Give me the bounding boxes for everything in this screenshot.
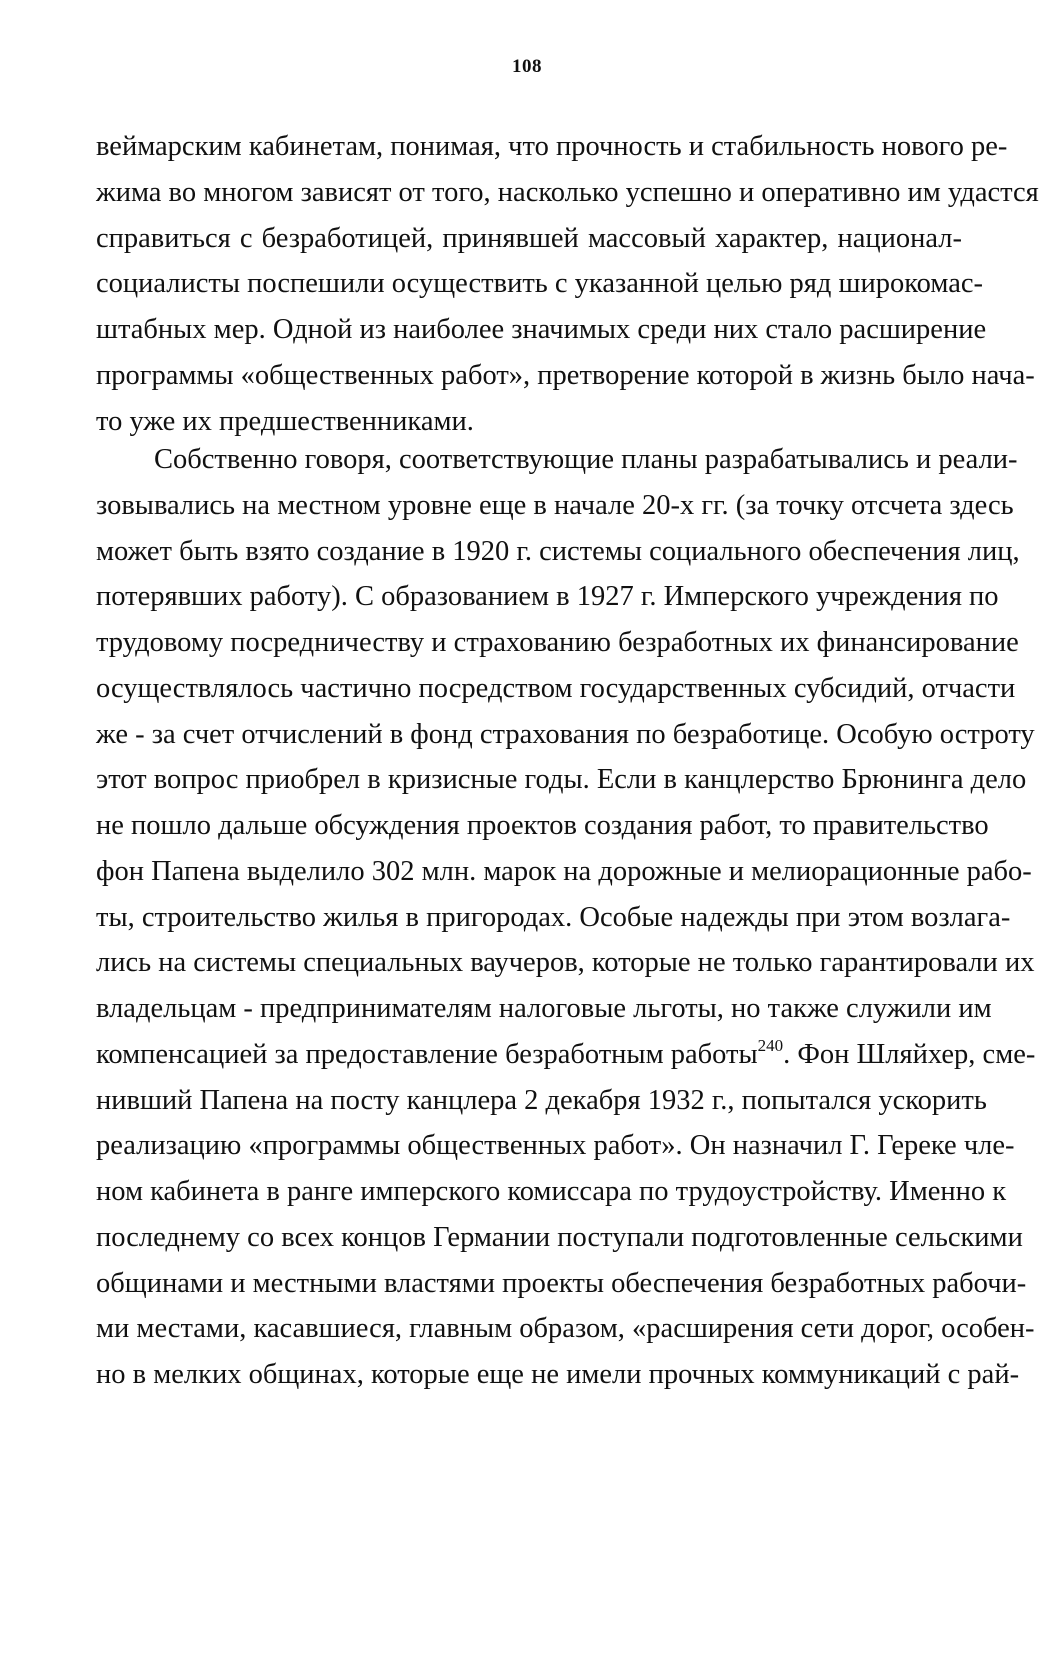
text-line: лись на системы специальных ваучеров, которые не только гарантировали их: [96, 947, 1035, 979]
text-line: веймарским кабинетам, понимая, что прочность и стабильность нового ре-: [96, 131, 1008, 162]
footnote-line-text-after: . Фон Шляйхер, сме-: [783, 1038, 1036, 1070]
text-line: зовывались на местном уровне еще в начале 20-х гг. (за точку отсчета здесь: [96, 489, 1014, 521]
text-line: ном кабинета в ранге имперского комиссара по трудоустройству. Именно к: [96, 1176, 1007, 1207]
text-line: штабных мер. Одной из наиболее значимых среди них стало расширение: [96, 314, 987, 345]
text-line: общинами и местными властями проекты обеспечения безработных рабочи-: [96, 1267, 1027, 1299]
footnote-reference[interactable]: 240: [757, 1035, 784, 1055]
text-line: осуществлялось частично посредством государственных субсидий, отчасти: [96, 672, 1016, 704]
footnote-line-text-before: компенсацией за предоставление безработным работы: [96, 1038, 758, 1070]
text-line: потерявших работу). С образованием в 1927 г. Имперского учреждения по: [96, 581, 999, 613]
text-line: то уже их предшественниками.: [96, 405, 474, 437]
page-number: 108: [512, 56, 542, 77]
text-line: не пошло дальше обсуждения проектов создания работ, то правительство: [96, 810, 989, 841]
text-line: жима во многом зависят от того, насколько успешно и оперативно им удастся: [96, 176, 1039, 208]
paragraph-1: [96, 124, 1039, 444]
text-line: владельцам - предпринимателям налоговые льготы, но также служили им: [96, 993, 992, 1024]
text-line: программы «общественных работ», претворение которой в жизнь было нача-: [96, 359, 1035, 391]
text-line: может быть взято создание в 1920 г. системы социального обеспечения лиц,: [96, 535, 1020, 567]
text-line: трудовому посредничеству и страхованию безработных их финансирование: [96, 627, 1019, 658]
text-line: же - за счет отчислений в фонд страхования по безработице. Особую остроту: [96, 718, 1035, 750]
text-line: реализацию «программы общественных работ». Он назначил Г. Гереке чле-: [96, 1130, 1015, 1162]
text-line: но в мелких общинах, которые еще не имели прочных коммуникаций с рай-: [96, 1359, 1020, 1390]
text-line: последнему со всех концов Германии поступали подготовленные сельскими: [96, 1221, 1023, 1253]
paragraph-2: [96, 437, 1036, 1398]
text-line: ты, строительство жилья в пригородах. Особые надежды при этом возлага-: [96, 901, 1011, 933]
text-line: социалисты поспешили осуществить с указанной целью ряд широкомас-: [96, 268, 983, 300]
text-line-with-footnote: [96, 1032, 1036, 1078]
text-line: нивший Папена на посту канцлера 2 декабря 1932 г., попытался ускорить: [96, 1084, 987, 1116]
text-line: ми местами, касавшиеся, главным образом, «расширения сети дорог, особен-: [96, 1313, 1035, 1345]
text-line: этот вопрос приобрел в кризисные годы. Если в канцлерство Брюнинга дело: [96, 764, 1027, 796]
text-line: фон Папена выделило 302 млн. марок на дорожные и мелиорационные рабо-: [96, 855, 1032, 887]
text-line: Собственно говоря, соответствующие планы разрабатывались и реали-: [154, 444, 1018, 475]
text-line: справиться с безработицей, принявшей массовый характер, национал-: [96, 222, 962, 254]
